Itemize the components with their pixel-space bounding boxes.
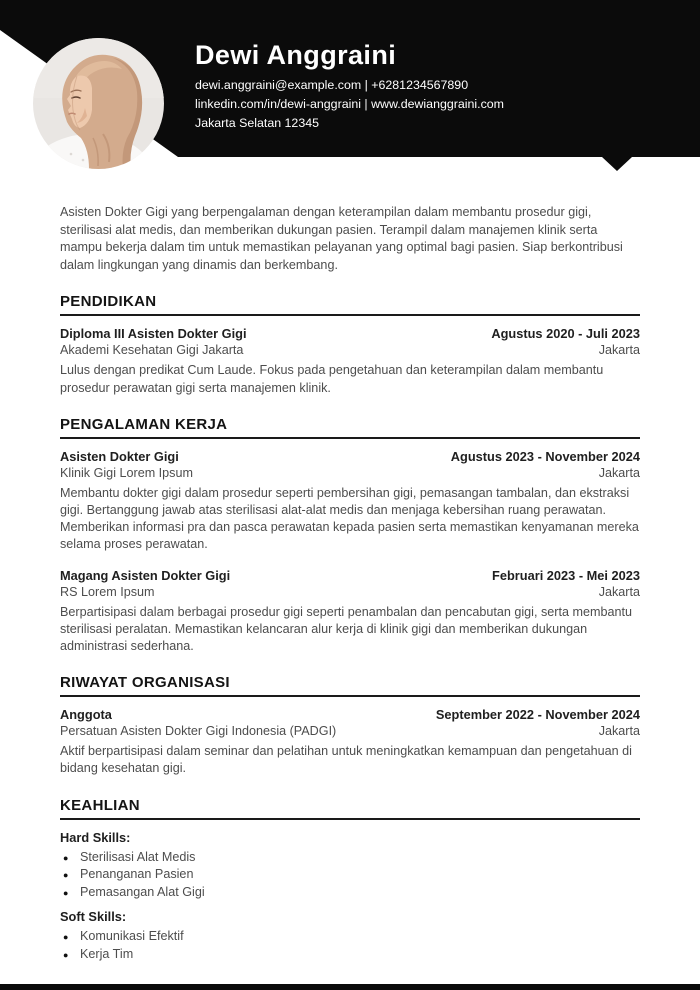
portrait-illustration bbox=[33, 38, 164, 169]
entry-description: Lulus dengan predikat Cum Laude. Fokus pada pengetahuan dan keterampilan dalam membantu prosedur perawatan gigi serta manajemen klinik. bbox=[60, 363, 604, 395]
entry-role: Magang Asisten Dokter Gigi bbox=[60, 567, 231, 583]
entry-dates: Februari 2023 - Mei 2023 bbox=[492, 567, 640, 583]
contact-info bbox=[195, 76, 504, 133]
entry-role: Asisten Dokter Gigi bbox=[60, 448, 179, 464]
contact-line-address: Jakarta Selatan 12345 bbox=[195, 116, 319, 130]
experience-entry bbox=[60, 567, 640, 656]
skill-group-label: Hard Skills: bbox=[60, 829, 131, 845]
skill-list-soft bbox=[60, 928, 640, 963]
entry-org: Persatuan Asisten Dokter Gigi Indonesia (PADGI) bbox=[60, 724, 337, 739]
skill-list-hard bbox=[60, 849, 640, 902]
entry-location: Jakarta bbox=[598, 584, 640, 599]
header-text bbox=[195, 40, 504, 133]
skill-group-label: Soft Skills: bbox=[60, 909, 127, 925]
section-education bbox=[60, 294, 640, 396]
footer-band bbox=[0, 984, 700, 990]
entry-description: Aktif berpartisipasi dalam seminar dan pelatihan untuk meningkatkan kemampuan dan pengetahuan di bidang kesehatan gigi. bbox=[60, 744, 632, 776]
entry-dates: Agustus 2023 - November 2024 bbox=[450, 448, 640, 464]
profile-photo bbox=[33, 38, 164, 169]
organization-entry bbox=[60, 706, 640, 777]
section-title-organization: RIWAYAT ORGANISASI bbox=[60, 675, 640, 697]
entry-role: Anggota bbox=[60, 707, 112, 723]
skill-item: ● Komunikasi Efektif bbox=[60, 928, 640, 946]
section-title-education: PENDIDIKAN bbox=[60, 294, 640, 316]
entry-org: Klinik Gigi Lorem Ipsum bbox=[60, 465, 193, 480]
skill-item: ● Kerja Tim bbox=[60, 946, 640, 964]
entry-role: Diploma III Asisten Dokter Gigi bbox=[60, 326, 247, 342]
section-title-experience: PENGALAMAN KERJA bbox=[60, 417, 640, 439]
section-title-skills: KEAHLIAN bbox=[60, 798, 640, 820]
skill-group-hard bbox=[60, 829, 640, 902]
education-entry bbox=[60, 325, 640, 396]
entry-dates: September 2022 - November 2024 bbox=[435, 707, 640, 723]
contact-line-email-phone: dewi.anggraini@example.com | +6281234567890 bbox=[195, 78, 469, 92]
entry-location: Jakarta bbox=[598, 465, 640, 480]
skill-group-soft bbox=[60, 908, 640, 963]
entry-org: RS Lorem Ipsum bbox=[60, 584, 155, 599]
entry-description: Berpartisipasi dalam berbagai prosedur gigi seperti penambalan dan pencabutan gigi, serta membantu sterilisasi peralatan. Memastikan kelancaran alur kerja di klinik gigi dan memberikan dukungan administrasi sederhana. bbox=[60, 604, 632, 653]
entry-dates: Agustus 2020 - Juli 2023 bbox=[491, 326, 640, 342]
section-skills bbox=[60, 798, 640, 964]
section-experience bbox=[60, 417, 640, 655]
entry-org: Akademi Kesehatan Gigi Jakarta bbox=[60, 343, 244, 358]
resume-body bbox=[60, 204, 640, 963]
skill-item: ● Penanganan Pasien bbox=[60, 866, 640, 884]
person-name: Dewi Anggraini bbox=[195, 40, 397, 70]
entry-location: Jakarta bbox=[598, 724, 640, 739]
contact-line-links: linkedin.com/in/dewi-anggraini | www.dewianggraini.com bbox=[195, 97, 505, 111]
skill-item: ● Sterilisasi Alat Medis bbox=[60, 849, 640, 867]
entry-description: Membantu dokter gigi dalam prosedur seperti pembersihan gigi, pemasangan tambalan, dan ekstraksi gigi. Bertanggung jawab atas sterilisasi alat-alat medis dan menjaga kebersihan ruang perawatan. Memberikan informasi pra dan pasca perawatan kepada pasien serta memastikan kenyamanan mereka selama proses perawatan. bbox=[60, 485, 639, 552]
skill-item: ● Pemasangan Alat Gigi bbox=[60, 884, 640, 902]
entry-location: Jakarta bbox=[598, 343, 640, 358]
experience-entry bbox=[60, 448, 640, 554]
section-organization bbox=[60, 675, 640, 777]
summary-paragraph: Asisten Dokter Gigi yang berpengalaman dengan keterampilan dalam membantu prosedur gigi, sterilisasi alat medis, dan memberikan dukungan pasien. Terampil dalam manajemen klinik serta mampu bekerja dalam tim untuk memastikan pelayanan yang optimal bagi pasien. Siap berkontribusi dalam lingkungan yang dinamis dan berkembang. bbox=[60, 205, 623, 272]
